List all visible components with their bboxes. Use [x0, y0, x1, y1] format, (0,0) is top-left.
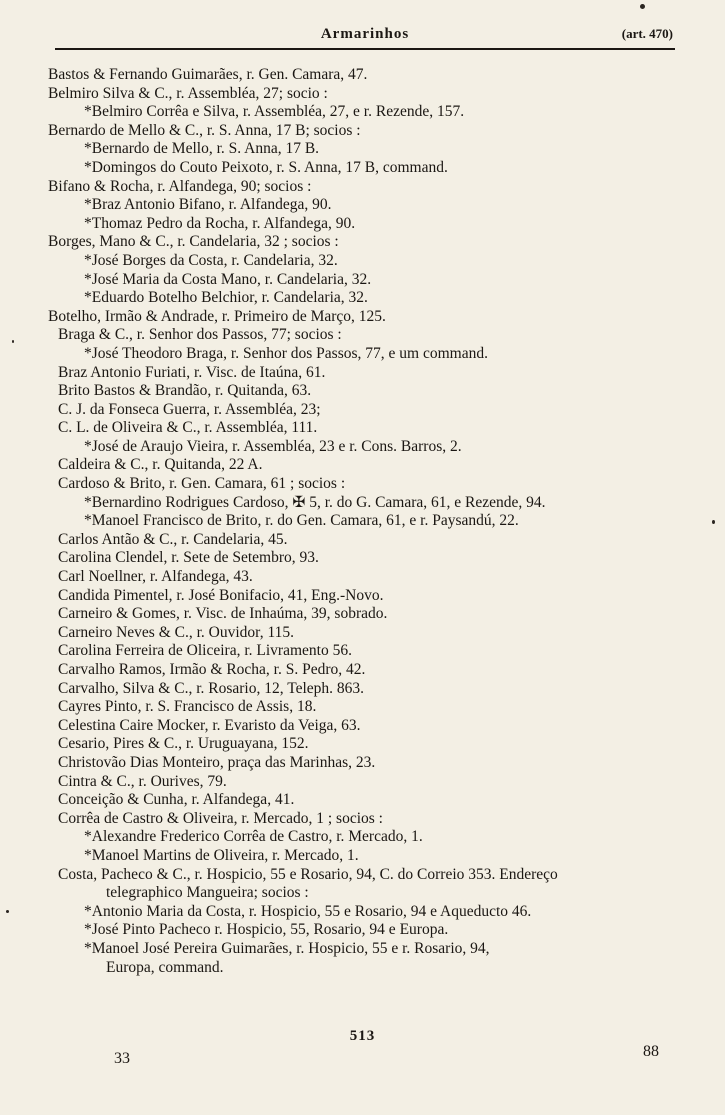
footer-right-number: 88	[643, 1043, 659, 1060]
directory-entry: Bernardo de Mello & C., r. S. Anna, 17 B; socios :	[48, 121, 361, 139]
directory-entry: Cayres Pinto, r. S. Francisco de Assis, 18.	[58, 698, 317, 716]
directory-entry: Carlos Antão & C., r. Candelaria, 45.	[58, 530, 288, 548]
directory-entry: *José Maria da Costa Mano, r. Candelaria, 32.	[84, 270, 372, 288]
ink-speck	[12, 340, 14, 343]
page-number: 513	[349, 1028, 376, 1044]
directory-entry: *Manoel Martins de Oliveira, r. Mercado, 1.	[84, 846, 359, 864]
article-reference: (art. 470)	[621, 26, 673, 41]
directory-entry: Carneiro & Gomes, r. Visc. de Inhaúma, 39, sobrado.	[58, 605, 388, 623]
ink-speck	[640, 4, 645, 9]
directory-entry: Celestina Caire Mocker, r. Evaristo da Veiga, 63.	[58, 716, 361, 734]
directory-entry: Costa, Pacheco & C., r. Hospicio, 55 e Rosario, 94, C. do Correio 353. Endereço	[58, 865, 558, 883]
directory-list	[48, 66, 708, 977]
directory-entry: Caldeira & C., r. Quitanda, 22 A.	[58, 456, 263, 474]
directory-entry: Borges, Mano & C., r. Candelaria, 32 ; socios :	[48, 233, 339, 251]
directory-entry: Carolina Ferreira de Oliceira, r. Livramento 56.	[58, 642, 352, 660]
directory-entry: Bifano & Rocha, r. Alfandega, 90; socios :	[48, 177, 312, 195]
footer-left-number: 33	[114, 1050, 130, 1067]
directory-entry: *José Borges da Costa, r. Candelaria, 32.	[84, 251, 338, 269]
directory-entry: Cintra & C., r. Ourives, 79.	[58, 772, 227, 790]
directory-entry: C. J. da Fonseca Guerra, r. Assembléa, 23;	[58, 400, 321, 418]
directory-entry: Braz Antonio Furiati, r. Visc. de Itaúna, 61.	[58, 363, 326, 381]
directory-entry: *Manoel José Pereira Guimarães, r. Hospicio, 55 e r. Rosario, 94,	[84, 939, 490, 957]
directory-entry: Christovão Dias Monteiro, praça das Marinhas, 23.	[58, 753, 376, 771]
directory-entry: C. L. de Oliveira & C., r. Assembléa, 111.	[58, 419, 318, 437]
directory-entry: Bastos & Fernando Guimarães, r. Gen. Camara, 47.	[48, 66, 368, 83]
directory-entry: *Domingos do Couto Peixoto, r. S. Anna, 17 B, command.	[84, 158, 448, 176]
directory-entry: Carvalho Ramos, Irmão & Rocha, r. S. Pedro, 42.	[58, 661, 366, 678]
directory-entry: telegraphico Mangueira; socios :	[106, 884, 309, 902]
directory-entry: Cesario, Pires & C., r. Uruguayana, 152.	[58, 735, 309, 753]
directory-entry: Carolina Clendel, r. Sete de Setembro, 93.	[58, 549, 319, 567]
directory-entry: *José Pinto Pacheco r. Hospicio, 55, Rosario, 94 e Europa.	[84, 921, 449, 939]
directory-entry: *Eduardo Botelho Belchior, r. Candelaria, 32.	[84, 289, 368, 307]
directory-entry: Brito Bastos & Brandão, r. Quitanda, 63.	[58, 382, 312, 400]
directory-entry: *Braz Antonio Bifano, r. Alfandega, 90.	[84, 196, 332, 214]
directory-entry: Cardoso & Brito, r. Gen. Camara, 61 ; socios :	[58, 475, 346, 493]
directory-entry: Carl Noellner, r. Alfandega, 43.	[58, 568, 253, 586]
directory-entry: Conceição & Cunha, r. Alfandega, 41.	[58, 791, 295, 809]
directory-entry: *Bernardino Rodrigues Cardoso, ✠ 5, r. do G. Camara, 61, e Rezende, 94.	[84, 493, 546, 511]
ink-speck	[712, 520, 715, 524]
directory-entry: *Belmiro Corrêa e Silva, r. Assembléa, 27, e r. Rezende, 157.	[84, 103, 465, 121]
directory-entry: *Antonio Maria da Costa, r. Hospicio, 55 e Rosario, 94 e Aqueducto 46.	[84, 902, 532, 920]
directory-entry: Belmiro Silva & C., r. Assembléa, 27; socio :	[48, 84, 328, 102]
directory-entry: Carvalho, Silva & C., r. Rosario, 12, Teleph. 863.	[58, 679, 365, 697]
directory-entry: Corrêa de Castro & Oliveira, r. Mercado, 1 ; socios :	[58, 809, 383, 827]
directory-entry: *Bernardo de Mello, r. S. Anna, 17 B.	[84, 140, 320, 158]
directory-entry: Carneiro Neves & C., r. Ouvidor, 115.	[58, 623, 295, 641]
directory-entry: Braga & C., r. Senhor dos Passos, 77; socios :	[58, 326, 342, 344]
page-header	[55, 22, 675, 50]
ink-speck	[6, 910, 9, 913]
directory-entry: *Thomaz Pedro da Rocha, r. Alfandega, 90.	[84, 214, 356, 232]
directory-entry: *José Theodoro Braga, r. Senhor dos Passos, 77, e um command.	[84, 344, 488, 362]
directory-entry: Botelho, Irmão & Andrade, r. Primeiro de Março, 125.	[48, 307, 386, 325]
directory-entry: *Manoel Francisco de Brito, r. do Gen. Camara, 61, e r. Paysandú, 22.	[84, 512, 519, 530]
directory-entry: *José de Araujo Vieira, r. Assembléa, 23 e r. Cons. Barros, 2.	[84, 437, 462, 455]
directory-entry: *Alexandre Frederico Corrêa de Castro, r. Mercado, 1.	[84, 828, 423, 846]
section-title: Armarinhos	[320, 26, 410, 42]
directory-entry: Candida Pimentel, r. José Bonifacio, 41, Eng.-Novo.	[58, 586, 384, 604]
directory-entry: Europa, command.	[106, 958, 224, 976]
